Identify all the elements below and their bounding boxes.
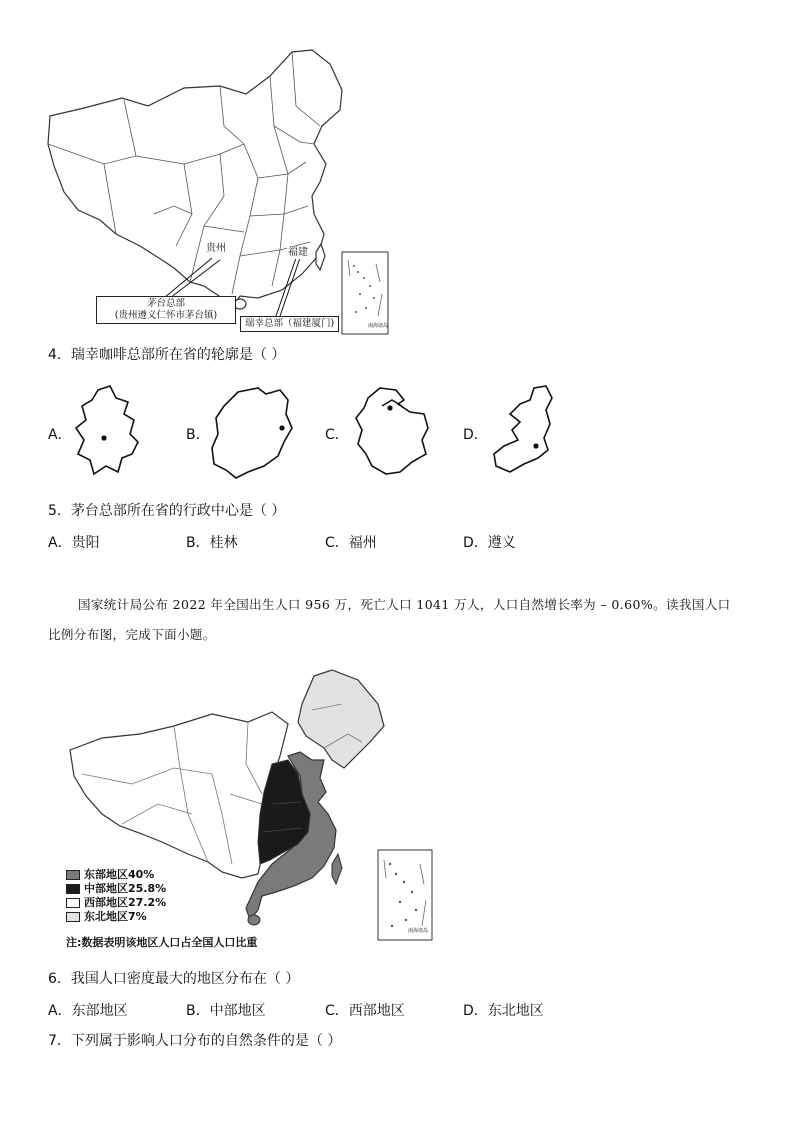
hainan-east xyxy=(248,915,260,925)
label-guizhou: 贵州 xyxy=(206,243,226,254)
map2-inset-caption: 南海诸岛 xyxy=(408,928,429,934)
question-4: 4．瑞幸咖啡总部所在省的轮廓是（ ） xyxy=(48,347,286,363)
q5-option-c[interactable]: C．福州 xyxy=(325,535,377,551)
moutai-hq-callout xyxy=(96,296,236,324)
map2-note: 注:数据表明该地区人口占全国人口比重 xyxy=(66,936,258,949)
south-sea-inset-2 xyxy=(378,850,432,940)
q4-option-d-label[interactable]: D． xyxy=(463,427,488,443)
china-province-map xyxy=(44,46,394,336)
region-northeast xyxy=(298,670,384,768)
q5-option-a[interactable]: A．贵阳 xyxy=(48,535,100,551)
legend-west-label: 西部地区27.2% xyxy=(84,896,167,909)
legend-east xyxy=(66,868,166,882)
question-5: 5．茅台总部所在省的行政中心是（ ） xyxy=(48,503,286,519)
q4-option-a-outline[interactable] xyxy=(72,384,146,476)
china-outline xyxy=(48,50,342,308)
q4-option-a-label[interactable]: A． xyxy=(48,427,72,443)
moutai-callout-line2: (贵州遵义仁怀市茅台镇) xyxy=(114,310,218,321)
legend-west-swatch xyxy=(66,898,80,908)
legend-west xyxy=(66,896,166,910)
legend-east-swatch xyxy=(66,870,80,880)
q6-option-d[interactable]: D．东北地区 xyxy=(463,1003,544,1019)
map2-legend xyxy=(66,868,166,924)
legend-central-label: 中部地区25.8% xyxy=(84,882,167,895)
q6-option-a[interactable]: A．东部地区 xyxy=(48,1003,128,1019)
taiwan-east xyxy=(332,854,342,884)
passage-line-2: 比例分布图，完成下面小题。 xyxy=(48,627,216,642)
q5-option-b[interactable]: B．桂林 xyxy=(186,535,238,551)
q4-option-b-outline[interactable] xyxy=(208,384,298,480)
q6-option-b[interactable]: B．中部地区 xyxy=(186,1003,266,1019)
q4-option-d-outline[interactable] xyxy=(490,384,556,476)
map1-inset-caption: 南海诸岛 xyxy=(368,323,389,329)
luckin-hq-callout: 瑞幸总部（福建厦门) xyxy=(240,316,339,332)
q4-option-c-label[interactable]: C． xyxy=(325,427,349,443)
legend-northeast-label: 东北地区7% xyxy=(84,910,147,923)
q4-option-b-label[interactable]: B． xyxy=(186,427,210,443)
legend-central-swatch xyxy=(66,884,80,894)
legend-east-label: 东部地区40% xyxy=(84,868,155,881)
q4-option-c-outline[interactable] xyxy=(352,384,436,478)
legend-central xyxy=(66,882,166,896)
q6-option-c[interactable]: C．西部地区 xyxy=(325,1003,405,1019)
region-west xyxy=(70,712,288,878)
label-fujian: 福建 xyxy=(288,247,308,258)
q5-option-d[interactable]: D．遵义 xyxy=(463,535,516,551)
question-6: 6．我国人口密度最大的地区分布在（ ） xyxy=(48,971,300,987)
legend-northeast xyxy=(66,910,166,924)
passage-line-1: 国家统计局公布 2022 年全国出生人口 956 万，死亡人口 1041 万人，人口自然增长率为 – 0.60%。读我国人口 xyxy=(78,597,731,612)
question-7: 7．下列属于影响人口分布的自然条件的是（ ） xyxy=(48,1033,342,1049)
moutai-callout-line1: 茅台总部 xyxy=(146,298,185,309)
legend-northeast-swatch xyxy=(66,912,80,922)
